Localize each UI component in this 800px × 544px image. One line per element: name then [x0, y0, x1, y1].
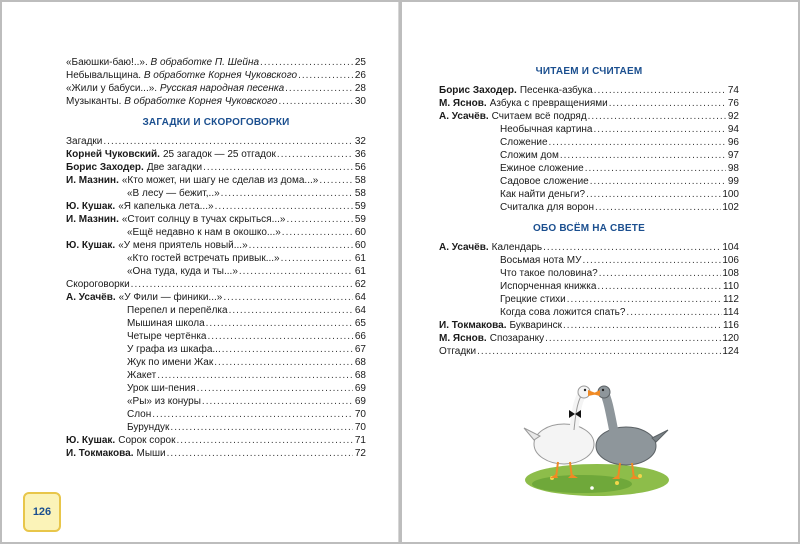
toc-entry-page: 76	[727, 98, 739, 109]
toc-entry-author: Ю. Кушак.	[66, 201, 116, 212]
dot-leader	[626, 306, 722, 319]
toc-entry-page: 59	[354, 214, 366, 225]
toc-entry	[439, 345, 739, 358]
dot-leader	[594, 84, 726, 97]
dot-leader	[131, 278, 353, 291]
toc-entry	[66, 317, 366, 330]
dot-leader	[563, 319, 722, 332]
dot-leader	[221, 187, 353, 200]
dot-leader	[282, 226, 353, 239]
toc-entry-title: Урок ши-пения	[127, 383, 196, 394]
toc-entry-title: Загадки	[66, 136, 103, 147]
toc-entry-title: Считаем всё подряд	[491, 111, 587, 122]
toc-entry-note: В обработке Корнея Чуковского	[124, 96, 278, 107]
toc-entry-note: В обработке П. Шейна	[150, 57, 260, 68]
toc-entry-page: 71	[354, 435, 366, 446]
dot-leader	[594, 123, 727, 136]
toc-entry-title: «Ры» из конуры	[127, 396, 201, 407]
toc-entry-page: 64	[354, 292, 366, 303]
toc-entry-title: Ежиное сложение	[500, 163, 584, 174]
toc-entry-page: 106	[722, 255, 739, 266]
toc-entry-author: Борис Заходер.	[66, 162, 144, 173]
dot-leader	[278, 95, 353, 108]
dot-leader	[298, 69, 353, 82]
toc-entry-title: Календарь	[491, 242, 543, 253]
toc-entry-page: 97	[727, 150, 739, 161]
dot-leader	[229, 304, 353, 317]
dot-leader	[152, 408, 353, 421]
toc-entry-title: «У Фили — финики...»	[118, 292, 223, 303]
toc-entry-page: 65	[354, 318, 366, 329]
toc-entry	[66, 434, 366, 447]
dot-leader	[197, 382, 353, 395]
dot-leader	[157, 369, 353, 382]
toc-entry-page: 116	[723, 320, 739, 331]
toc-entry-author: А. Усачёв.	[439, 111, 489, 122]
toc-entry-page: 112	[723, 294, 739, 305]
toc-entry-author: Корней Чуковский.	[66, 149, 160, 160]
toc-entry	[439, 162, 739, 175]
toc-entry-title: Сложение	[500, 137, 548, 148]
geese-illustration	[522, 380, 672, 500]
toc-entry-page: 66	[354, 331, 366, 342]
toc-entry-title: Азбука с превращениями	[489, 98, 608, 109]
dot-leader	[590, 175, 726, 188]
dot-leader	[319, 174, 353, 187]
toc-entry-title: «Кто гостей встречать привык...»	[127, 253, 280, 264]
toc-entry	[66, 356, 366, 369]
toc-entry-title: Необычная картина	[500, 124, 593, 135]
toc-entry	[66, 447, 366, 460]
toc-entry-page: 108	[722, 268, 739, 279]
toc-entry-page: 30	[354, 96, 366, 107]
toc-entry-title: «Жили у бабуси...». Русская народная песенка	[66, 83, 285, 94]
dot-leader	[208, 330, 354, 343]
dot-leader	[285, 82, 353, 95]
toc-entry-title: Когда сова ложится спать?	[500, 307, 626, 318]
toc-entry	[439, 306, 739, 319]
toc-entry-page: 32	[354, 136, 366, 147]
toc-entry	[439, 136, 739, 149]
toc-entry-page: 100	[722, 189, 739, 200]
toc-entry-title: Перепел и перепёлка	[127, 305, 228, 316]
toc-entry-page: 61	[354, 253, 366, 264]
dot-leader	[543, 241, 721, 254]
toc-entry	[66, 187, 366, 200]
toc-entry	[66, 408, 366, 421]
toc-entry	[66, 304, 366, 317]
toc-entry	[439, 293, 739, 306]
toc-entry-page: 60	[354, 227, 366, 238]
toc-entry	[439, 254, 739, 267]
toc-entry	[439, 319, 739, 332]
toc-entry-title: «У меня приятель новый...»	[118, 240, 248, 251]
toc-entry-page: 70	[354, 422, 366, 433]
toc-entry-page: 56	[354, 162, 366, 173]
dot-leader	[222, 343, 353, 356]
toc-entry-title: Считалка для ворон	[500, 202, 594, 213]
toc-entry	[439, 188, 739, 201]
toc-entry	[66, 200, 366, 213]
toc-entry-title: Жакет	[127, 370, 157, 381]
dot-leader	[595, 201, 721, 214]
toc-entry	[439, 332, 739, 345]
toc-entry	[66, 226, 366, 239]
toc-entry-author: Ю. Кушак.	[66, 240, 116, 251]
toc-entry-page: 26	[354, 70, 366, 81]
dot-leader	[176, 434, 353, 447]
dot-leader	[214, 356, 353, 369]
toc-entry-page: 70	[354, 409, 366, 420]
dot-leader	[599, 267, 722, 280]
toc-entry	[439, 149, 739, 162]
dot-leader	[202, 395, 353, 408]
dot-leader	[567, 293, 722, 306]
section-title-riddles: ЗАГАДКИ И СКОРОГОВОРКИ	[142, 117, 290, 128]
toc-entry-page: 114	[723, 307, 739, 318]
toc-entry-author: М. Яснов.	[439, 98, 487, 109]
toc-entry	[66, 382, 366, 395]
toc-entry-author: М. Яснов.	[439, 333, 487, 344]
dot-leader	[223, 291, 353, 304]
toc-entry	[66, 213, 366, 226]
toc-entry	[439, 241, 739, 254]
toc-entry	[66, 278, 366, 291]
toc-entry-page: 58	[354, 188, 366, 199]
toc-entry-page: 72	[354, 448, 366, 459]
dot-leader	[203, 161, 353, 174]
dot-leader	[206, 317, 353, 330]
dot-leader	[215, 200, 353, 213]
toc-entry-author: А. Усачёв.	[66, 292, 116, 303]
dot-leader	[239, 265, 353, 278]
toc-entry-title: Песенка-азбука	[519, 85, 593, 96]
toc-entry	[66, 95, 366, 108]
toc-entry-page: 60	[354, 240, 366, 251]
toc-entry-page: 69	[354, 383, 366, 394]
toc-entry-title: Две загадки	[146, 162, 203, 173]
left-page	[2, 2, 399, 542]
dot-leader	[170, 421, 353, 434]
dot-leader	[582, 254, 721, 267]
toc-entry	[66, 82, 366, 95]
toc-entry-title: «Кто может, ни шагу не сделав из дома...»	[121, 175, 319, 186]
toc-left	[66, 56, 366, 460]
toc-entry-page: 68	[354, 357, 366, 368]
toc-group-folk	[66, 56, 366, 108]
page-number-badge: 126	[23, 492, 61, 532]
toc-entry-title: Сложим дом	[500, 150, 559, 161]
section-title-world: ОБО ВСЁМ НА СВЕТЕ	[533, 223, 645, 234]
toc-entry-title: Садовое сложение	[500, 176, 589, 187]
toc-entry-page: 68	[354, 370, 366, 381]
dot-leader	[103, 135, 353, 148]
dot-leader	[277, 148, 353, 161]
toc-entry-page: 74	[727, 85, 739, 96]
toc-entry-title: Мышиная школа	[127, 318, 205, 329]
toc-entry-title: Букваринск	[509, 320, 563, 331]
toc-entry-page: 92	[727, 111, 739, 122]
toc-entry-author: И. Мазнин.	[66, 175, 119, 186]
toc-entry-title: «В лесу — бежит,..»	[127, 188, 220, 199]
toc-entry-title: Как найти деньги?	[500, 189, 586, 200]
toc-entry	[66, 69, 366, 82]
dot-leader	[477, 345, 721, 358]
toc-entry	[66, 135, 366, 148]
toc-entry-title: Что такое половина?	[500, 268, 598, 279]
toc-entry-author: Борис Заходер.	[439, 85, 517, 96]
toc-entry-page: 120	[722, 333, 739, 344]
toc-entry-page: 64	[354, 305, 366, 316]
toc-entry	[66, 421, 366, 434]
toc-entry	[439, 123, 739, 136]
dot-leader	[167, 447, 353, 460]
toc-group-riddles	[66, 135, 366, 460]
toc-group-counting	[439, 84, 739, 214]
toc-entry	[439, 97, 739, 110]
toc-entry-title: Бурундук	[127, 422, 170, 433]
toc-entry-title: Четыре чертёнка	[127, 331, 207, 342]
toc-entry-title: Слон	[127, 409, 152, 420]
toc-entry	[66, 265, 366, 278]
toc-entry-page: 25	[354, 57, 366, 68]
toc-entry-page: 69	[354, 396, 366, 407]
toc-entry	[439, 84, 739, 97]
toc-entry-title: Сорок сорок	[118, 435, 176, 446]
toc-entry	[439, 280, 739, 293]
toc-right	[439, 57, 739, 358]
toc-entry-title: Испорченная книжка	[500, 281, 597, 292]
toc-entry	[66, 395, 366, 408]
toc-entry-title: Музыканты. В обработке Корнея Чуковского	[66, 96, 278, 107]
toc-entry	[439, 175, 739, 188]
toc-entry-title: Восьмая нота МУ	[500, 255, 582, 266]
toc-entry-page: 102	[722, 202, 739, 213]
dot-leader	[588, 110, 726, 123]
dot-leader	[545, 332, 721, 345]
toc-entry-title: «Ещё недавно к нам в окошко...»	[127, 227, 281, 238]
toc-entry-page: 36	[354, 149, 366, 160]
toc-entry-page: 96	[727, 137, 739, 148]
toc-entry-title: Небывальщина. В обработке Корнея Чуковского	[66, 70, 298, 81]
toc-entry	[66, 174, 366, 187]
toc-entry	[66, 56, 366, 69]
toc-entry-page: 98	[727, 163, 739, 174]
toc-entry-page: 124	[722, 346, 739, 357]
toc-entry-title: Грецкие стихи	[500, 294, 566, 305]
section-title-counting: ЧИТАЕМ И СЧИТАЕМ	[535, 66, 643, 77]
toc-entry-title: 25 загадок — 25 отгадок	[162, 149, 276, 160]
toc-entry-page: 58	[354, 175, 366, 186]
toc-entry	[66, 369, 366, 382]
toc-entry-title: «Баюшки-баю!..». В обработке П. Шейна	[66, 57, 260, 68]
toc-entry-title: «Стоит солнцу в тучах скрыться...»	[121, 214, 286, 225]
toc-entry-title: Отгадки	[439, 346, 477, 357]
toc-entry-page: 61	[354, 266, 366, 277]
toc-entry-author: И. Мазнин.	[66, 214, 119, 225]
dot-leader	[281, 252, 353, 265]
toc-entry-page: 67	[354, 344, 366, 355]
toc-entry-author: И. Токмакова.	[439, 320, 507, 331]
toc-entry-page: 94	[727, 124, 739, 135]
toc-entry-note: В обработке Корнея Чуковского	[143, 70, 298, 81]
toc-entry-author: И. Токмакова.	[66, 448, 134, 459]
dot-leader	[586, 188, 721, 201]
toc-entry-page: 99	[727, 176, 739, 187]
toc-entry	[66, 291, 366, 304]
toc-entry-title: Скороговорки	[66, 279, 130, 290]
toc-entry-author: А. Усачёв.	[439, 242, 489, 253]
toc-entry	[66, 239, 366, 252]
dot-leader	[585, 162, 726, 175]
toc-entry-title: Жук по имени Жак	[127, 357, 214, 368]
toc-entry	[439, 267, 739, 280]
toc-entry	[439, 201, 739, 214]
toc-entry-title: Спозаранку	[489, 333, 545, 344]
toc-entry-page: 62	[354, 279, 366, 290]
toc-entry-page: 104	[722, 242, 739, 253]
toc-entry-title: Мыши	[136, 448, 166, 459]
toc-entry-author: Ю. Кушак.	[66, 435, 116, 446]
dot-leader	[560, 149, 726, 162]
dot-leader	[597, 280, 722, 293]
dot-leader	[609, 97, 726, 110]
toc-entry-page: 28	[354, 83, 366, 94]
toc-entry-title: У графа из шкафа...	[127, 344, 221, 355]
toc-group-world	[439, 241, 739, 358]
toc-entry	[66, 148, 366, 161]
dot-leader	[249, 239, 353, 252]
toc-entry	[66, 343, 366, 356]
toc-entry	[66, 252, 366, 265]
toc-entry	[66, 161, 366, 174]
toc-entry	[439, 110, 739, 123]
toc-entry-title: «Я капелька лета...»	[118, 201, 214, 212]
toc-entry	[66, 330, 366, 343]
toc-entry-note: Русская народная песенка	[159, 83, 285, 94]
dot-leader	[287, 213, 354, 226]
right-page	[402, 2, 798, 542]
toc-entry-page: 110	[723, 281, 739, 292]
dot-leader	[260, 56, 353, 69]
toc-entry-page: 59	[354, 201, 366, 212]
toc-entry-title: «Она туда, куда и ты...»	[127, 266, 238, 277]
dot-leader	[549, 136, 726, 149]
